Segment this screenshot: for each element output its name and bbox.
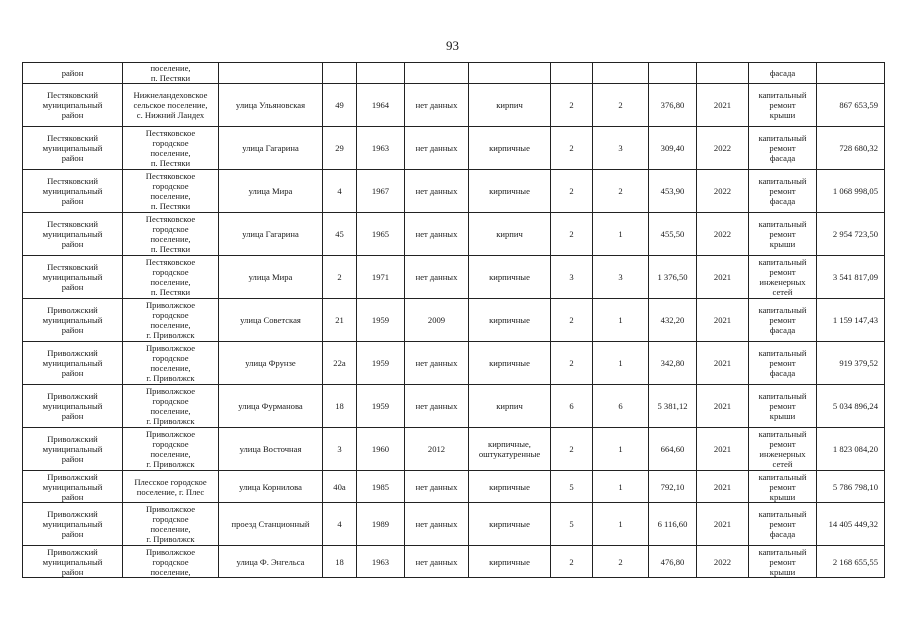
cell-year-built: 1959 — [357, 342, 405, 385]
cell-year-renovated: 2009 — [405, 299, 469, 342]
table-row — [23, 342, 885, 385]
cell-year-built: 1985 — [357, 471, 405, 503]
cell-settlement: Приволжское городское поселение, — [123, 546, 219, 578]
cell-plan-year: 2022 — [697, 546, 749, 578]
table-row — [23, 385, 885, 428]
cell-house-number: 4 — [323, 170, 357, 213]
cell-settlement: Нижнеландеховское сельское поселение, с. Нижний Ландех — [123, 84, 219, 127]
cell-wall-material: кирпичные — [469, 503, 551, 546]
cell-floors: 6 — [551, 385, 593, 428]
cell-settlement: Приволжское городское поселение, г. Приволжск — [123, 299, 219, 342]
cell-year-renovated: 2012 — [405, 428, 469, 471]
table-row — [23, 503, 885, 546]
cell-area: 455,50 — [649, 213, 697, 256]
cell-year-built: 1971 — [357, 256, 405, 299]
cell-district: Пестяковский муниципальный район — [23, 256, 123, 299]
cell-street: улица Корнилова — [219, 471, 323, 503]
table-row — [23, 471, 885, 503]
cell-street: улица Гагарина — [219, 213, 323, 256]
cell-street: проезд Станционный — [219, 503, 323, 546]
cell-settlement: Пестяковское городское поселение, п. Пестяки — [123, 213, 219, 256]
cell-plan-year: 2022 — [697, 170, 749, 213]
cell-wall-material: кирпичные — [469, 546, 551, 578]
cell-area: 309,40 — [649, 127, 697, 170]
cell-street: улица Ф. Энгельса — [219, 546, 323, 578]
cell-work-type: капитальный ремонт фасада — [749, 127, 817, 170]
table-row — [23, 213, 885, 256]
cell-plan-year: 2021 — [697, 256, 749, 299]
cell-district: Приволжский муниципальный район — [23, 299, 123, 342]
cell-plan-year: 2021 — [697, 385, 749, 428]
cell-cost: 3 541 817,09 — [817, 256, 885, 299]
cell-street: улица Фрунзе — [219, 342, 323, 385]
cell-entrances: 2 — [593, 84, 649, 127]
cell-cost: 14 405 449,32 — [817, 503, 885, 546]
cell-house-number: 49 — [323, 84, 357, 127]
cell-work-type: капитальный ремонт крыши — [749, 385, 817, 428]
cell-cost: 2 954 723,50 — [817, 213, 885, 256]
cell-year-built: 1960 — [357, 428, 405, 471]
cell-settlement: Пестяковское городское поселение, п. Пестяки — [123, 256, 219, 299]
cell-work-type: капитальный ремонт инженерных сетей — [749, 256, 817, 299]
cell-district: Пестяковский муниципальный район — [23, 213, 123, 256]
cell-settlement: Пестяковское городское поселение, п. Пестяки — [123, 170, 219, 213]
cell-entrances: 1 — [593, 299, 649, 342]
cell-year-renovated: нет данных — [405, 471, 469, 503]
cell-area: 342,80 — [649, 342, 697, 385]
cell-area: 476,80 — [649, 546, 697, 578]
cell-year-renovated: нет данных — [405, 170, 469, 213]
cell-street: улица Мира — [219, 170, 323, 213]
cell-year-built: 1964 — [357, 84, 405, 127]
cell-work-type: капитальный ремонт фасада — [749, 299, 817, 342]
cell-district: Приволжский муниципальный район — [23, 471, 123, 503]
cell-area: 376,80 — [649, 84, 697, 127]
cell-house-number — [323, 63, 357, 84]
cell-house-number: 2 — [323, 256, 357, 299]
cell-district: Приволжский муниципальный район — [23, 342, 123, 385]
cell-entrances: 1 — [593, 428, 649, 471]
cell-cost — [817, 63, 885, 84]
cell-district: район — [23, 63, 123, 84]
cell-district: Пестяковский муниципальный район — [23, 127, 123, 170]
cell-entrances: 2 — [593, 546, 649, 578]
cell-floors: 2 — [551, 213, 593, 256]
cell-area: 6 116,60 — [649, 503, 697, 546]
cell-wall-material: кирпич — [469, 385, 551, 428]
cell-house-number: 45 — [323, 213, 357, 256]
cell-work-type: фасада — [749, 63, 817, 84]
cell-year-built: 1989 — [357, 503, 405, 546]
table-row — [23, 546, 885, 578]
cell-plan-year: 2021 — [697, 503, 749, 546]
cell-cost: 1 068 998,05 — [817, 170, 885, 213]
cell-year-renovated: нет данных — [405, 213, 469, 256]
cell-floors: 2 — [551, 546, 593, 578]
cell-work-type: капитальный ремонт крыши — [749, 84, 817, 127]
table-row — [23, 63, 885, 84]
cell-street: улица Восточная — [219, 428, 323, 471]
cell-wall-material: кирпичные — [469, 170, 551, 213]
cell-entrances: 3 — [593, 256, 649, 299]
cell-cost: 1 159 147,43 — [817, 299, 885, 342]
cell-work-type: капитальный ремонт инженерных сетей — [749, 428, 817, 471]
cell-cost: 728 680,32 — [817, 127, 885, 170]
cell-work-type: капитальный ремонт фасада — [749, 342, 817, 385]
repair-schedule-table — [22, 62, 885, 578]
cell-area: 453,90 — [649, 170, 697, 213]
table-row — [23, 170, 885, 213]
cell-entrances: 1 — [593, 213, 649, 256]
cell-street — [219, 63, 323, 84]
cell-entrances: 1 — [593, 503, 649, 546]
cell-plan-year: 2022 — [697, 213, 749, 256]
cell-work-type: капитальный ремонт фасада — [749, 170, 817, 213]
cell-street: улица Ульяновская — [219, 84, 323, 127]
cell-street: улица Фурманова — [219, 385, 323, 428]
cell-year-built: 1959 — [357, 385, 405, 428]
cell-year-built: 1963 — [357, 127, 405, 170]
cell-wall-material: кирпичные — [469, 299, 551, 342]
cell-district: Пестяковский муниципальный район — [23, 84, 123, 127]
cell-cost: 5 786 798,10 — [817, 471, 885, 503]
cell-house-number: 18 — [323, 546, 357, 578]
cell-work-type: капитальный ремонт крыши — [749, 546, 817, 578]
cell-year-renovated: нет данных — [405, 84, 469, 127]
cell-floors: 2 — [551, 170, 593, 213]
cell-floors: 2 — [551, 84, 593, 127]
cell-district: Приволжский муниципальный район — [23, 546, 123, 578]
cell-house-number: 40а — [323, 471, 357, 503]
cell-plan-year: 2021 — [697, 299, 749, 342]
page-number: 93 — [446, 38, 459, 53]
cell-wall-material: кирпичные, оштукатуренные — [469, 428, 551, 471]
cell-year-renovated: нет данных — [405, 385, 469, 428]
cell-work-type: капитальный ремонт крыши — [749, 471, 817, 503]
cell-entrances: 1 — [593, 342, 649, 385]
cell-wall-material: кирпичные — [469, 342, 551, 385]
cell-settlement: поселение, п. Пестяки — [123, 63, 219, 84]
cell-area: 432,20 — [649, 299, 697, 342]
cell-plan-year: 2021 — [697, 428, 749, 471]
cell-plan-year: 2021 — [697, 342, 749, 385]
cell-year-built — [357, 63, 405, 84]
cell-year-built: 1965 — [357, 213, 405, 256]
table-row — [23, 428, 885, 471]
cell-house-number: 21 — [323, 299, 357, 342]
table-row — [23, 127, 885, 170]
cell-settlement: Приволжское городское поселение, г. Приволжск — [123, 503, 219, 546]
cell-settlement: Приволжское городское поселение, г. Приволжск — [123, 342, 219, 385]
cell-district: Пестяковский муниципальный район — [23, 170, 123, 213]
cell-year-built: 1963 — [357, 546, 405, 578]
cell-entrances: 6 — [593, 385, 649, 428]
cell-house-number: 29 — [323, 127, 357, 170]
cell-floors: 2 — [551, 127, 593, 170]
cell-floors: 3 — [551, 256, 593, 299]
cell-entrances — [593, 63, 649, 84]
cell-year-renovated: нет данных — [405, 342, 469, 385]
cell-year-renovated — [405, 63, 469, 84]
table-row — [23, 256, 885, 299]
cell-floors: 2 — [551, 299, 593, 342]
cell-settlement: Приволжское городское поселение, г. Приволжск — [123, 385, 219, 428]
cell-year-renovated: нет данных — [405, 503, 469, 546]
cell-street: улица Гагарина — [219, 127, 323, 170]
cell-year-built: 1959 — [357, 299, 405, 342]
cell-plan-year — [697, 63, 749, 84]
cell-wall-material: кирпич — [469, 213, 551, 256]
cell-floors: 5 — [551, 471, 593, 503]
cell-street: улица Советская — [219, 299, 323, 342]
cell-entrances: 3 — [593, 127, 649, 170]
cell-entrances: 1 — [593, 471, 649, 503]
cell-plan-year: 2021 — [697, 471, 749, 503]
cell-wall-material — [469, 63, 551, 84]
cell-floors — [551, 63, 593, 84]
cell-wall-material: кирпичные — [469, 127, 551, 170]
cell-house-number: 18 — [323, 385, 357, 428]
cell-cost: 2 168 655,55 — [817, 546, 885, 578]
cell-work-type: капитальный ремонт крыши — [749, 213, 817, 256]
cell-plan-year: 2022 — [697, 127, 749, 170]
cell-plan-year: 2021 — [697, 84, 749, 127]
cell-floors: 2 — [551, 342, 593, 385]
cell-wall-material: кирпичные — [469, 471, 551, 503]
cell-cost: 1 823 084,20 — [817, 428, 885, 471]
cell-settlement: Пестяковское городское поселение, п. Пестяки — [123, 127, 219, 170]
cell-work-type: капитальный ремонт фасада — [749, 503, 817, 546]
cell-street: улица Мира — [219, 256, 323, 299]
cell-district: Приволжский муниципальный район — [23, 503, 123, 546]
cell-district: Приволжский муниципальный район — [23, 428, 123, 471]
cell-area — [649, 63, 697, 84]
cell-district: Приволжский муниципальный район — [23, 385, 123, 428]
cell-cost: 919 379,52 — [817, 342, 885, 385]
table-row — [23, 84, 885, 127]
cell-house-number: 4 — [323, 503, 357, 546]
cell-entrances: 2 — [593, 170, 649, 213]
cell-year-renovated: нет данных — [405, 546, 469, 578]
cell-area: 792,10 — [649, 471, 697, 503]
cell-house-number: 3 — [323, 428, 357, 471]
cell-floors: 5 — [551, 503, 593, 546]
cell-cost: 867 653,59 — [817, 84, 885, 127]
cell-area: 5 381,12 — [649, 385, 697, 428]
cell-settlement: Приволжское городское поселение, г. Приволжск — [123, 428, 219, 471]
cell-area: 1 376,50 — [649, 256, 697, 299]
table-row — [23, 299, 885, 342]
cell-wall-material: кирпич — [469, 84, 551, 127]
cell-wall-material: кирпичные — [469, 256, 551, 299]
cell-area: 664,60 — [649, 428, 697, 471]
cell-house-number: 22а — [323, 342, 357, 385]
cell-year-renovated: нет данных — [405, 256, 469, 299]
cell-year-built: 1967 — [357, 170, 405, 213]
cell-cost: 5 034 896,24 — [817, 385, 885, 428]
cell-settlement: Плесское городское поселение, г. Плес — [123, 471, 219, 503]
cell-floors: 2 — [551, 428, 593, 471]
cell-year-renovated: нет данных — [405, 127, 469, 170]
